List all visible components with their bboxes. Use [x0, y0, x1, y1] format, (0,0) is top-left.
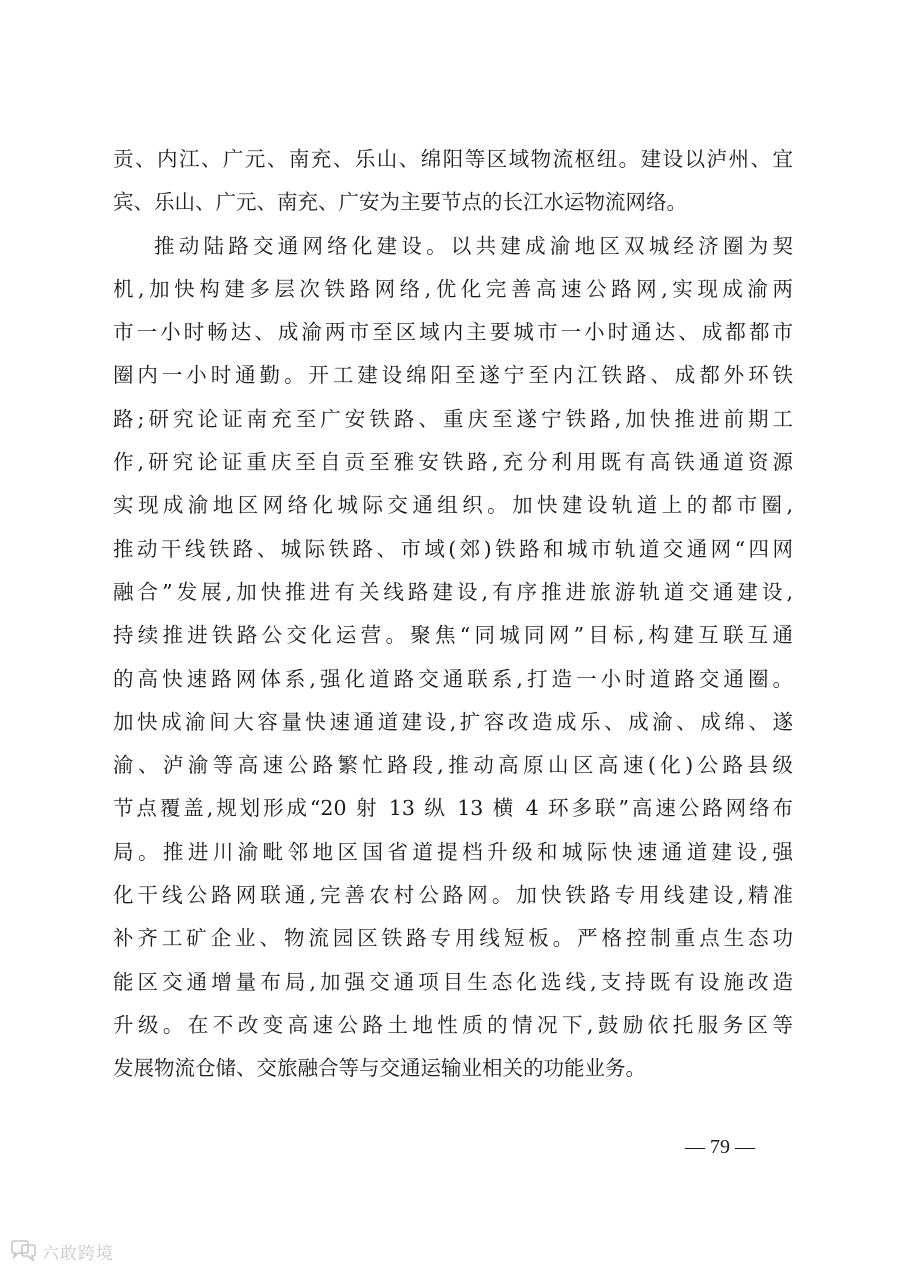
text-line: 补齐工矿企业、物流园区铁路专用线短板。严格控制重点生态功 [113, 926, 793, 951]
watermark-text: 六敢跨境 [42, 1243, 114, 1264]
text-line: 宾、乐山、广元、南充、广安为主要节点的长江水运物流网络。 [113, 190, 687, 215]
text-line: 融合”发展,加快推进有关线路建设,有序推进旅游轨道交通建设, [113, 579, 793, 604]
text-line: 推动干线铁路、城际铁路、市域(郊)铁路和城市轨道交通网“四网 [113, 536, 793, 561]
paragraph-2 [113, 225, 793, 1091]
text-line: 节点覆盖,规划形成“20 射 13 纵 13 横 4 环多联”高速公路网络布 [113, 796, 793, 821]
text-line: 加快成渝间大容量快速通道建设,扩容改造成乐、成渝、成绵、遂 [113, 709, 793, 734]
text-line: 作,研究论证重庆至自贡至雅安铁路,充分利用既有高铁通道资源 [113, 450, 793, 475]
text-line: 贡、内江、广元、南充、乐山、绵阳等区域物流枢纽。建设以泸州、宜 [113, 147, 793, 171]
watermark [8, 1237, 114, 1265]
text-line: 渝、泸渝等高速公路繁忙路段,推动高原山区高速(化)公路县级 [113, 753, 793, 778]
text-line: 机,加快构建多层次铁路网络,优化完善高速公路网,实现成渝两 [113, 276, 793, 301]
text-line: 升级。在不改变高速公路土地性质的情况下,鼓励依托服务区等 [113, 1012, 793, 1037]
text-line: 路;研究论证南充至广安铁路、重庆至遂宁铁路,加快推进前期工 [113, 406, 793, 431]
text-line: 圈内一小时通勤。开工建设绵阳至遂宁至内江铁路、成都外环铁 [113, 363, 793, 388]
page-number: — 79 — [685, 1136, 755, 1158]
text-line: 能区交通增量布局,加强交通项目生态化选线,支持既有设施改造 [113, 969, 793, 994]
chat-bubble-logo-icon [8, 1239, 38, 1263]
text-line: 发展物流仓储、交旅融合等与交通运输业相关的功能业务。 [113, 1056, 646, 1081]
text-line: 持续推进铁路公交化运营。聚焦“同城同网”目标,构建互联互通 [113, 623, 793, 648]
paragraph-1 [113, 138, 793, 225]
text-line: 实现成渝地区网络化城际交通组织。加快建设轨道上的都市圈, [113, 493, 793, 518]
text-line: 局。推进川渝毗邻地区国省道提档升级和城际快速通道建设,强 [113, 839, 793, 864]
text-line: 的高快速路网体系,强化道路交通联系,打造一小时道路交通圈。 [113, 666, 793, 691]
text-line: 推动陆路交通网络化建设。以共建成渝地区双城经济圈为契 [154, 233, 793, 258]
body-text [113, 138, 793, 1091]
text-line: 市一小时畅达、成渝两市至区域内主要城市一小时通达、成都都市 [113, 320, 793, 345]
text-line: 化干线公路网联通,完善农村公路网。加快铁路专用线建设,精准 [113, 883, 793, 908]
